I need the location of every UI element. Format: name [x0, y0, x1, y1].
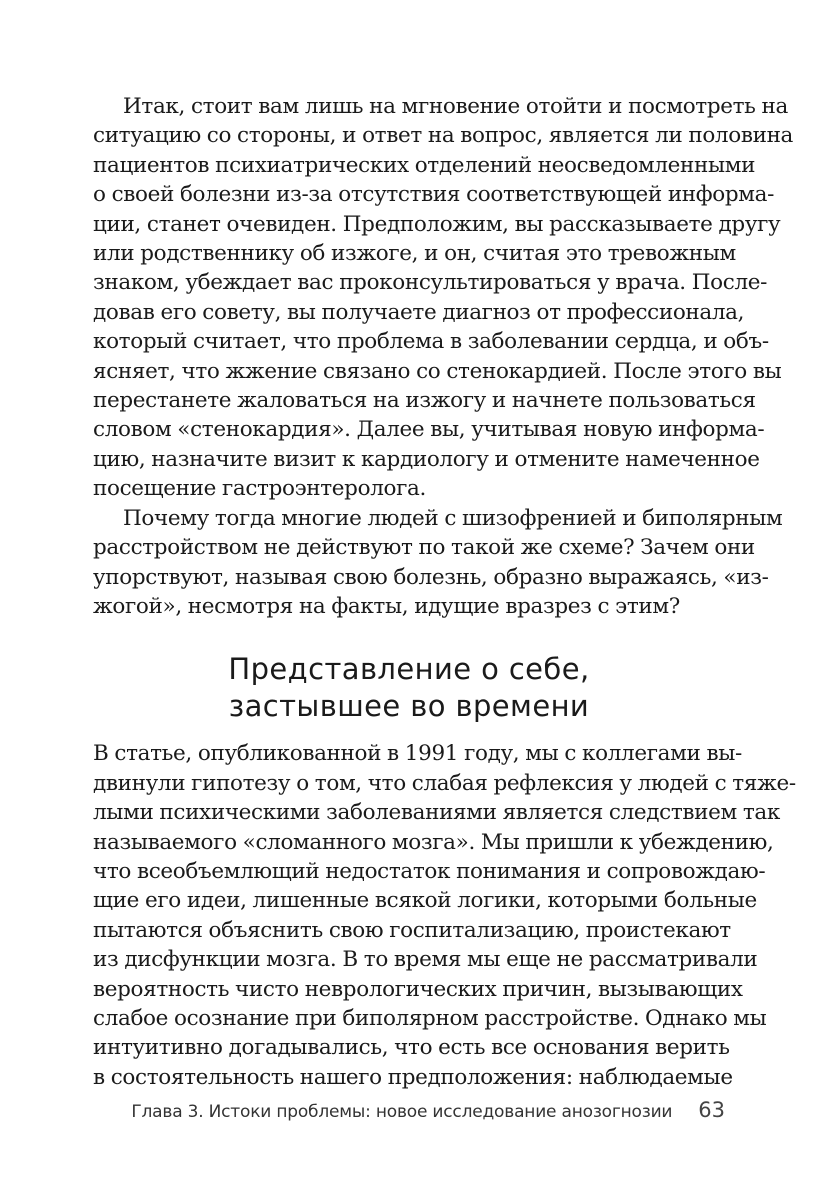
heading-line: Представление о себе, — [228, 652, 590, 687]
text-line: ясняет, что жжение связано со стенокардией. После этого вы — [93, 358, 782, 384]
text-line: упорствуют, называя свою болезнь, образно выражаясь, «из- — [93, 564, 769, 590]
text-line: щие его идеи, лишенные всякой логики, которыми больные — [93, 888, 757, 914]
paragraph-1 — [93, 92, 794, 504]
text-line: называемого «сломанного мозга». Мы пришли к убеждению, — [93, 829, 774, 855]
paragraph-2 — [93, 504, 783, 622]
text-line: довав его совету, вы получаете диагноз от профессионала, — [93, 299, 745, 325]
text-line: знаком, убеждает вас проконсультироваться у врача. После- — [93, 270, 768, 296]
text-line: интуитивно догадывались, что есть все основания верить — [93, 1035, 730, 1061]
text-line: вероятность чисто неврологических причин, вызывающих — [93, 976, 743, 1002]
text-line: словом «стенокардия». Далее вы, учитывая новую информа- — [93, 417, 765, 443]
text-line: о своей болезни из-за отсутствия соответствующей информа- — [93, 182, 775, 208]
heading-line: застывшее во времени — [228, 689, 590, 724]
text-line: ции, станет очевиден. Предположим, вы рассказываете другу — [93, 211, 781, 237]
text-line: лыми психическими заболеваниями является следствием так — [93, 800, 780, 826]
text-line: Итак, стоит вам лишь на мгновение отойти и посмотреть на — [123, 94, 788, 119]
text-line: что всеобъемлющий недостаток понимания и сопровождаю- — [93, 858, 766, 884]
running-head: Глава 3. Истоки проблемы: новое исследование анозогнозии — [131, 1102, 673, 1122]
text-line: слабое осознание при биполярном расстройстве. Однако мы — [93, 1005, 767, 1031]
text-line: или родственнику об изжоге, и он, считая это тревожным — [93, 241, 736, 267]
text-line: ситуацию со стороны, и ответ на вопрос, является ли половина — [93, 123, 794, 149]
text-line: посещение гастроэнтеролога. — [93, 476, 426, 502]
text-line: из дисфункции мозга. В то время мы еще не рассматривали — [93, 947, 758, 973]
text-line: перестанете жаловаться на изжогу и начнете пользоваться — [93, 388, 756, 414]
text-line: цию, назначите визит к кардиологу и отмените намеченное — [93, 446, 760, 472]
section-heading — [93, 651, 725, 725]
text-line: двинули гипотезу о том, что слабая рефлексия у людей с тяже- — [93, 770, 796, 796]
text-line: пациентов психиатрических отделений неосведомленными — [93, 152, 756, 178]
text-line: в состоятельность нашего предположения: наблюдаемые — [93, 1064, 733, 1090]
text-line: Почему тогда многие людей с шизофренией и биполярным — [123, 505, 783, 531]
text-line: В статье, опубликованной в 1991 году, мы с коллегами вы- — [93, 741, 742, 767]
paragraph-3 — [93, 739, 796, 1092]
page-footer — [93, 1098, 725, 1122]
text-line: который считает, что проблема в заболевании сердца, и объ- — [93, 329, 769, 355]
text-line: расстройством не действуют по такой же схеме? Зачем они — [93, 535, 755, 561]
page-body — [93, 92, 796, 1092]
text-line: жогой», несмотря на факты, идущие вразрез с этим? — [93, 593, 680, 619]
text-line: пытаются объяснить свою госпитализацию, проистекают — [93, 917, 731, 943]
page-number: 63 — [698, 1098, 725, 1122]
